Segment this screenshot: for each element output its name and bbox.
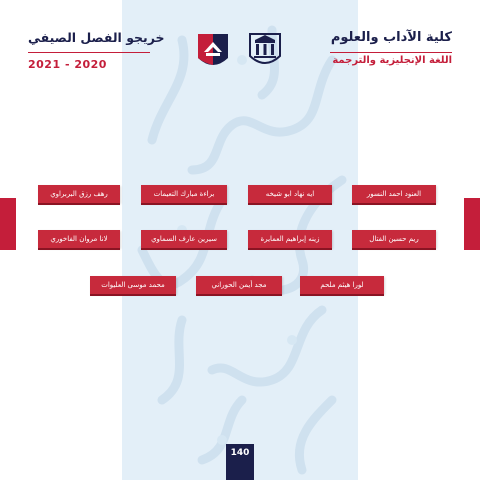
graduate-name-tag: مجد أيمن الحوراني (196, 276, 282, 294)
academic-year: 2021 - 2020 (28, 58, 107, 71)
side-tab-right (464, 198, 480, 250)
club-logo-icon (196, 32, 230, 72)
header-divider-right (330, 52, 452, 53)
graduate-name-tag: براءة مبارك التعيمات (141, 185, 227, 203)
graduate-name-tag: زينه إبراهيم العمايرة (248, 230, 332, 248)
college-header (331, 30, 452, 66)
college-name: كلية الآداب والعلوم (330, 30, 452, 45)
graduate-name-tag: لورا هيثم ملحم (300, 276, 384, 294)
graduate-name-tag: لانا مروان الفاخوري (38, 230, 120, 248)
graduates-header (28, 30, 165, 71)
university-crest-icon (246, 28, 284, 72)
graduate-name-tag: ريم حسين الفتال (352, 230, 436, 248)
header-divider-left (28, 52, 150, 53)
side-tab-left (0, 198, 16, 250)
graduate-name-tag: سيرين عارف السماوي (141, 230, 227, 248)
graduate-name-tag: محمد موسى العليوات (90, 276, 176, 294)
graduate-name-tag: ايه نهاد ابو شيخه (248, 185, 332, 203)
department-name: اللغة الإنجليزية والترجمة (332, 55, 452, 66)
graduate-name-tag: العنود احمد النسور (352, 185, 436, 203)
page-number: 140 (226, 444, 254, 480)
graduate-name-tag: رهف رزق البربراوي (38, 185, 120, 203)
graduates-title: خريجو الفصل الصيفي (28, 30, 165, 45)
